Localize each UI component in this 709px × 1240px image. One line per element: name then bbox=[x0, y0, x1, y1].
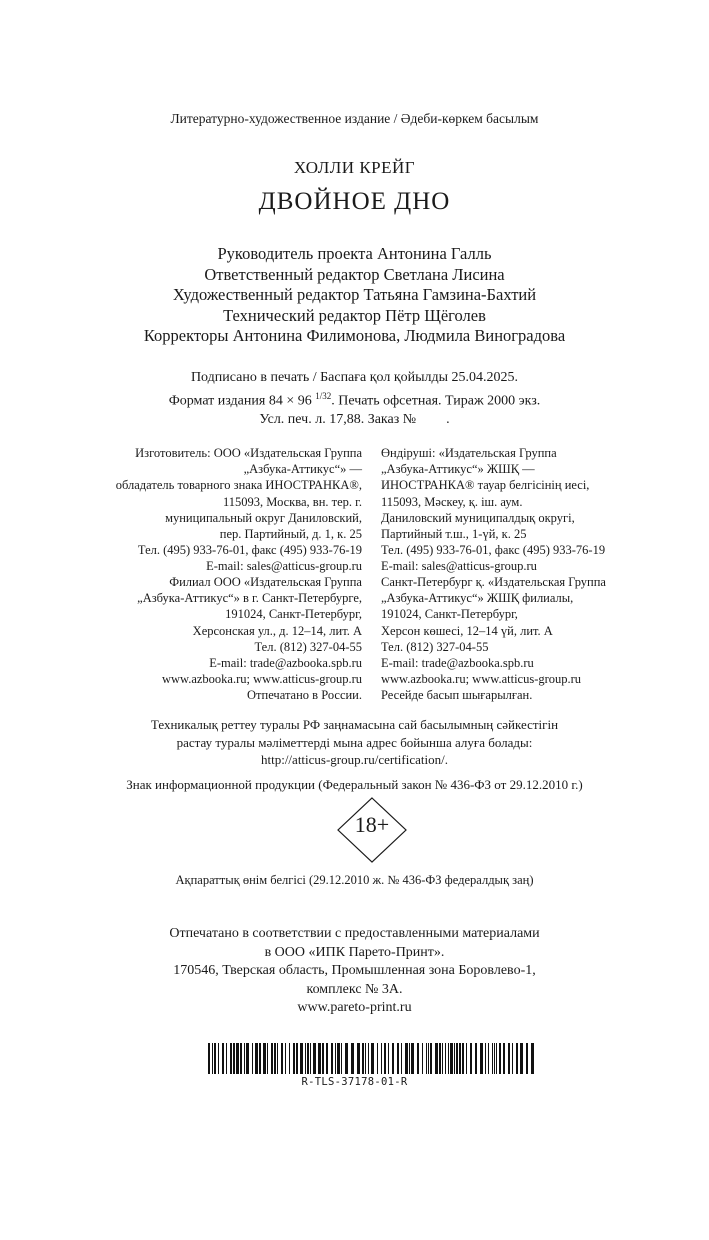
text-line: Партийный т.ш., 1-үй, к. 25 bbox=[381, 527, 527, 542]
barcode-bar bbox=[459, 1043, 461, 1074]
text-line: Херсонская ул., д. 12–14, лит. А bbox=[192, 623, 362, 638]
text-line: пер. Партийный, д. 1, к. 25 bbox=[219, 527, 362, 542]
barcode-bar bbox=[516, 1043, 518, 1074]
text-line: Тел. (812) 327-04-55 bbox=[381, 639, 489, 654]
format-suffix: . Печать офсетная. Тираж 2000 экз. bbox=[331, 393, 541, 409]
barcode-bar bbox=[271, 1043, 273, 1074]
text-line: E-mail: trade@azbooka.spb.ru bbox=[209, 656, 362, 671]
printed-by-block bbox=[0, 925, 709, 1018]
barcode-bar bbox=[244, 1043, 245, 1074]
barcode-bar bbox=[331, 1043, 333, 1074]
barcode-bar bbox=[439, 1043, 441, 1074]
volume-text: Усл. печ. л. 17,88. Заказ № bbox=[259, 411, 417, 427]
barcode-bar bbox=[494, 1043, 495, 1074]
text-line: Тел. (495) 933-76-01, факс (495) 933-76-19 bbox=[137, 543, 362, 558]
barcode-bar bbox=[255, 1043, 258, 1074]
manufacturer-kz bbox=[381, 445, 661, 575]
barcode-bar bbox=[267, 1043, 268, 1074]
info-sign-law: Знак информационной продукции (Федеральный закон № 436-ФЗ от 29.12.2010 г.) bbox=[126, 777, 583, 792]
barcode-bar bbox=[222, 1043, 224, 1074]
barcode-bar bbox=[405, 1043, 408, 1074]
barcode-bar bbox=[485, 1043, 486, 1074]
barcode-bar bbox=[368, 1043, 369, 1074]
barcode-bar bbox=[397, 1043, 399, 1074]
barcode-bar bbox=[401, 1043, 402, 1074]
text-line: муниципальный округ Даниловский, bbox=[165, 510, 362, 525]
barcode-bar bbox=[462, 1043, 464, 1074]
barcode-bar bbox=[392, 1043, 394, 1074]
barcode-bar bbox=[422, 1043, 423, 1074]
format-fraction: 1/32 bbox=[315, 391, 332, 401]
print-info-block bbox=[0, 369, 709, 429]
barcode-bar bbox=[285, 1043, 286, 1074]
barcode-bar bbox=[307, 1043, 309, 1074]
barcode-bar bbox=[428, 1043, 429, 1074]
credit-line: Художественный редактор Татьяна Гамзина-Бахтий bbox=[172, 285, 537, 304]
barcode-bar bbox=[293, 1043, 295, 1074]
barcode-bar bbox=[466, 1043, 467, 1074]
barcode-bar bbox=[488, 1043, 489, 1074]
text-line: Өндіруші: «Издательская Группа bbox=[381, 446, 557, 460]
barcode-bar bbox=[454, 1043, 455, 1074]
barcode-bar bbox=[212, 1043, 213, 1074]
barcode-bar bbox=[322, 1043, 324, 1074]
barcode-bar bbox=[456, 1043, 458, 1074]
barcode-bar bbox=[335, 1043, 336, 1074]
barcode-bar bbox=[357, 1043, 360, 1074]
text-line: Изготовитель: ООО «Издательская Группа bbox=[135, 446, 362, 460]
barcode-bar bbox=[445, 1043, 446, 1074]
text-line: ИНОСТРАНКА® тауар белгісінің иесі, bbox=[381, 478, 590, 493]
barcode-bar bbox=[520, 1043, 523, 1074]
format-prefix: Формат издания 84 × 96 bbox=[168, 393, 316, 409]
credits-block bbox=[0, 244, 709, 347]
barcode-bar bbox=[475, 1043, 477, 1074]
barcode-bar bbox=[388, 1043, 389, 1074]
info-sign-kz: Ақпараттық өнім белгісі (29.12.2010 ж. № 436-ФЗ федералдық заң) bbox=[175, 873, 534, 887]
text-line: Херсон көшесі, 12–14 үй, лит. А bbox=[381, 623, 553, 638]
barcode-bar bbox=[226, 1043, 227, 1074]
barcode-bar bbox=[318, 1043, 321, 1074]
barcode-bar bbox=[246, 1043, 249, 1074]
text-line: 115093, Мәскеу, қ. іш. аум. bbox=[381, 494, 523, 509]
signed-date: Подписано в печать / Баспаға қол қойылды 25.04.2025. bbox=[190, 370, 519, 385]
barcode-bar bbox=[450, 1043, 453, 1074]
barcode-bar bbox=[263, 1043, 266, 1074]
barcode-bar bbox=[531, 1043, 534, 1074]
text-line: Даниловский муниципалдық округі, bbox=[381, 510, 575, 525]
barcode-bar bbox=[435, 1043, 438, 1074]
barcode-code: R-TLS-37178-01-R bbox=[301, 1076, 408, 1088]
text-line: „Азбука-Аттикус“» в г. Санкт-Петербурге, bbox=[137, 591, 362, 606]
barcode-bar bbox=[492, 1043, 493, 1074]
web-ru bbox=[92, 671, 362, 703]
credit-line: Технический редактор Пётр Щёголев bbox=[223, 305, 486, 325]
barcode-bar bbox=[305, 1043, 306, 1074]
author-name: ХОЛЛИ КРЕЙГ bbox=[293, 158, 416, 177]
barcode-bar bbox=[296, 1043, 298, 1074]
barcode-bar bbox=[310, 1043, 311, 1074]
text-line: „Азбука-Аттикус“» — bbox=[243, 462, 362, 477]
barcode-bar bbox=[236, 1043, 239, 1074]
barcode-bar bbox=[409, 1043, 410, 1074]
barcode-bar bbox=[259, 1043, 261, 1074]
text-line: 191024, Санкт-Петербург, bbox=[225, 607, 362, 622]
barcode-bar bbox=[274, 1043, 276, 1074]
format-line bbox=[0, 387, 709, 411]
text-line: Ресейде басып шығарылған. bbox=[381, 688, 533, 703]
text-line: Отпечатано в соответствии с предоставленными материалами bbox=[169, 926, 540, 941]
text-line: комплекс № 3А. bbox=[306, 981, 403, 997]
barcode-bar bbox=[326, 1043, 328, 1074]
barcode-bar bbox=[470, 1043, 472, 1074]
barcode-bar bbox=[277, 1043, 278, 1074]
genre-line: Литературно-художественное издание / Әдеби-көркем басылым bbox=[170, 111, 539, 126]
barcode-bar bbox=[377, 1043, 378, 1074]
branch-kz bbox=[381, 574, 661, 671]
barcode-bar bbox=[411, 1043, 414, 1074]
text-line: растау туралы мәліметтерді мына адрес бойынша алуға болады: bbox=[176, 734, 533, 750]
barcode-bar bbox=[480, 1043, 483, 1074]
text-line: E-mail: sales@atticus-group.ru bbox=[381, 559, 537, 574]
barcode-bar bbox=[233, 1043, 235, 1074]
barcode-image bbox=[208, 1043, 534, 1074]
barcode-bar bbox=[381, 1043, 382, 1074]
web-kz bbox=[381, 671, 661, 703]
barcode-bar bbox=[240, 1043, 242, 1074]
text-line: „Азбука-Аттикус“» ЖШҚ — bbox=[381, 462, 535, 477]
credit-line: Ответственный редактор Светлана Лисина bbox=[204, 264, 505, 284]
barcode-bar bbox=[345, 1043, 348, 1074]
barcode-bar bbox=[281, 1043, 283, 1074]
certification-block bbox=[0, 716, 709, 769]
barcode-bar bbox=[384, 1043, 386, 1074]
age-rating: 18+ bbox=[354, 812, 390, 837]
barcode-bar bbox=[252, 1043, 253, 1074]
barcode-bar bbox=[526, 1043, 528, 1074]
text-line: www.azbooka.ru; www.atticus-group.ru bbox=[381, 672, 582, 686]
credit-line: Корректоры Антонина Филимонова, Людмила Виноградова bbox=[143, 326, 566, 345]
barcode-bar bbox=[503, 1043, 505, 1074]
text-line: E-mail: trade@azbooka.spb.ru bbox=[381, 656, 534, 671]
text-line: обладатель товарного знака ИНОСТРАНКА®, bbox=[115, 478, 362, 493]
barcode-bar bbox=[448, 1043, 449, 1074]
barcode-bar bbox=[426, 1043, 427, 1074]
barcode-bar bbox=[442, 1043, 443, 1074]
text-line: http://atticus-group.ru/certification/. bbox=[260, 752, 448, 767]
text-line: www.pareto-print.ru bbox=[297, 1000, 412, 1015]
barcode-bar bbox=[430, 1043, 432, 1074]
text-line: 115093, Москва, вн. тер. г. bbox=[222, 494, 362, 509]
barcode-bar bbox=[214, 1043, 216, 1074]
barcode-bar bbox=[362, 1043, 364, 1074]
barcode-bar bbox=[417, 1043, 419, 1074]
text-line: 191024, Санкт-Петербург, bbox=[381, 607, 518, 622]
text-line: www.azbooka.ru; www.atticus-group.ru bbox=[161, 672, 362, 686]
barcode-bar bbox=[337, 1043, 340, 1074]
text-line: Техникалық реттеу туралы РФ заңнамасына сай басылымның сәйкестігін bbox=[150, 717, 559, 732]
barcode-bar bbox=[230, 1043, 232, 1074]
text-line: Отпечатано в России. bbox=[247, 688, 362, 703]
text-line: 170546, Тверская область, Промышленная зона Боровлево-1, bbox=[173, 963, 536, 978]
text-line: Филиал ООО «Издательская Группа bbox=[169, 575, 362, 589]
barcode-bar bbox=[508, 1043, 510, 1074]
barcode-bar bbox=[218, 1043, 219, 1074]
text-line: Тел. (812) 327-04-55 bbox=[254, 639, 362, 654]
barcode-bar bbox=[371, 1043, 374, 1074]
barcode-bar bbox=[351, 1043, 354, 1074]
credit-line: Руководитель проекта Антонина Галль bbox=[217, 244, 492, 263]
manufacturer-ru bbox=[92, 445, 362, 575]
barcode-bar bbox=[496, 1043, 497, 1074]
text-line: в ООО «ИПК Парето-Принт». bbox=[264, 944, 445, 960]
text-line: „Азбука-Аттикус“» ЖШҚ филиалы, bbox=[381, 591, 574, 606]
text-line: E-mail: sales@atticus-group.ru bbox=[206, 559, 362, 574]
text-line: Санкт-Петербург қ. «Издательская Группа bbox=[381, 575, 606, 589]
barcode-bar bbox=[300, 1043, 303, 1074]
barcode-bar bbox=[208, 1043, 210, 1074]
book-title: ДВОЙНОЕ ДНО bbox=[258, 188, 451, 215]
branch-ru bbox=[92, 574, 362, 671]
text-line: Тел. (495) 933-76-01, факс (495) 933-76-19 bbox=[381, 543, 606, 558]
barcode-bar bbox=[365, 1043, 366, 1074]
barcode-bar bbox=[313, 1043, 316, 1074]
barcode-bar bbox=[341, 1043, 342, 1074]
barcode-bar bbox=[512, 1043, 513, 1074]
volume-line: Усл. печ. л. 17,88. Заказ № . bbox=[259, 411, 450, 427]
barcode-bar bbox=[289, 1043, 290, 1074]
barcode-bar bbox=[499, 1043, 501, 1074]
